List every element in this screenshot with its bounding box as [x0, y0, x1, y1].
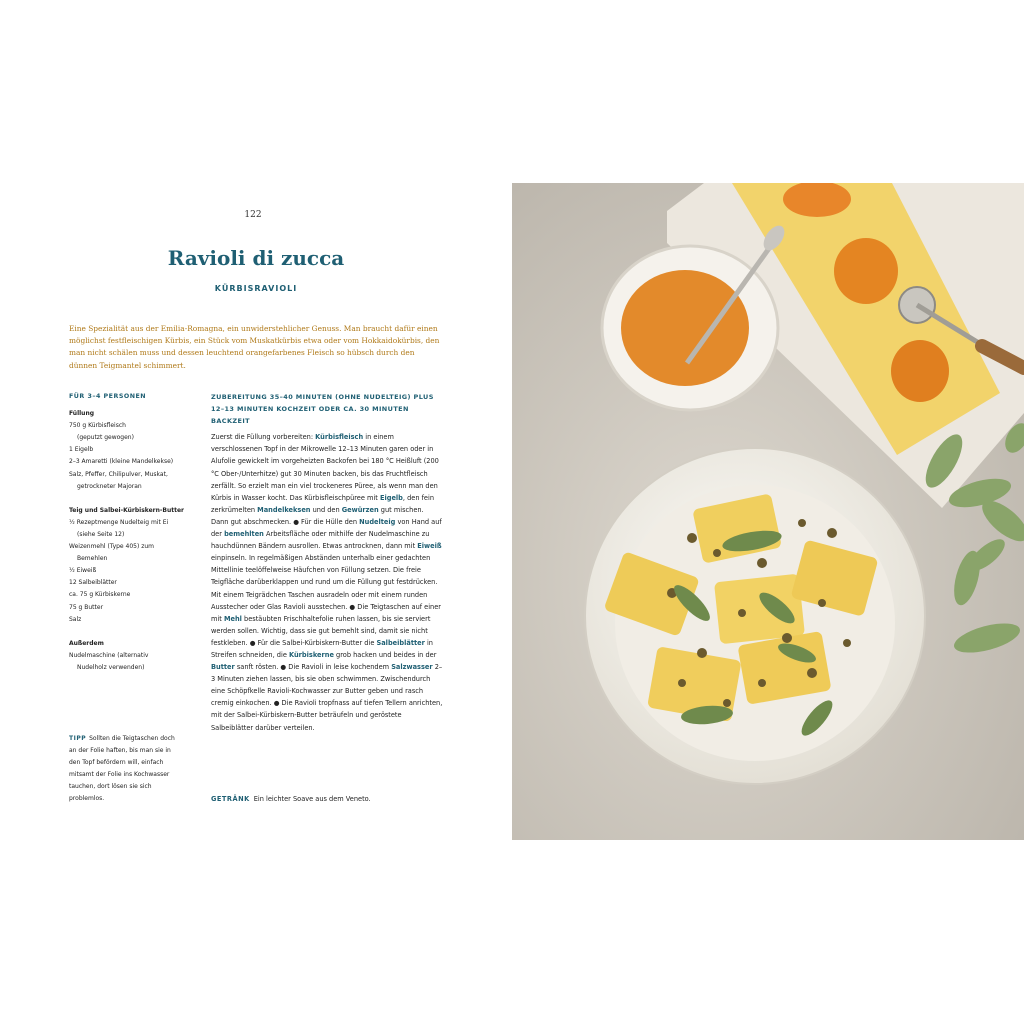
page-number: 122 [244, 210, 262, 220]
extra-heading: Außerdem [69, 639, 104, 647]
ingredient-line: 750 g Kürbisfleisch [69, 422, 126, 430]
method-segment: grob hacken und beides in der [333, 650, 437, 659]
method-keyword: Kürbiskerne [288, 650, 334, 659]
method-segment: sanft rösten. ● Die Ravioli in leise kochendem [234, 663, 392, 672]
recipe-intro: Eine Spezialität aus der Emilia-Romagna, ein unwiderstehlicher Genuss. Man braucht dafür einen möglichst festfleischigen Kürbis, ein Stück vom Muskatkürbis etwa oder vom Hokkaidokürbis, den man nicht schälen muss und dessen leuchtend orangefarbenes Fleisch so hübsch durch den dünnen Teigmantel schimmert. [69, 324, 440, 370]
filling-list [69, 420, 185, 493]
ingredient-line: ½ Eiweiß [69, 567, 97, 575]
tip-box [69, 733, 179, 806]
method-keyword: Mandelkeksen [257, 505, 311, 514]
method-segment: und den [310, 505, 342, 514]
method-segment: 2–3 Minuten ziehen lassen, bis sie oben schwimmen. Zwischendurch eine Schöpfkelle Ravioli-Kochwasser zur Butter geben und rasch cremig einkochen. ● Die Ravioli tropfnass auf tiefen Tellern anrichten, mit der Salbei-Kürbiskern-Butter beträufeln und geröstete Salbeiblätter darüber verteilen. [211, 663, 443, 732]
extra-list [69, 650, 185, 674]
method-keyword: Kürbisfleisch [315, 433, 364, 442]
ingredient-line: Salz, Pfeffer, Chilipulver, Muskat, [69, 470, 168, 478]
ingredient-line: Salz [69, 615, 82, 623]
recipe-subtitle: KÜRBISRAVIOLI [214, 284, 298, 293]
ingredient-line: (siehe Seite 12) [77, 530, 125, 538]
ravioli-photo [512, 183, 1024, 840]
method-keyword: Butter [211, 663, 235, 672]
dough-heading: Teig und Salbei-Kürbiskern-Butter [69, 506, 184, 514]
ingredient-line: Nudelholz verwenden) [77, 663, 145, 671]
drink-label: GETRÄNK [211, 795, 250, 803]
method-segment: einpinseln. In regelmäßigen Abständen unterhalb einer gedachten Mittellinie teelöffelweise Häufchen von Füllung setzen. Die freie Teigfläche darüberklappen und rund um die Füllung gut festdrücken. Mit einem Teigrädchen Taschen ausradeln oder mit einem runden Ausstecher oder Glas Ravioli ausstechen. ● Die Teigtaschen auf einer mit [211, 554, 441, 623]
method-keyword: Eiweiß [417, 542, 442, 551]
method-keyword: Salzwasser [391, 663, 433, 672]
method-text [211, 431, 443, 733]
ingredient-line: 1 Eigelb [69, 446, 94, 454]
filling-heading: Füllung [69, 410, 95, 418]
ingredient-line: 75 g Butter [69, 603, 104, 611]
method-segment: Arbeitsfläche oder mithilfe der Nudelmaschine zu hauchdünnen Bändern ausrollen. Etwas antrocknen, dann mit [211, 530, 430, 551]
ingredient-line: ½ Rezeptmenge Nudelteig mit Ei [69, 518, 169, 526]
method-segment: von Hand auf der [211, 517, 442, 539]
method-segment: in Streifen schneiden, die [211, 638, 433, 659]
ingredient-line: 12 Salbeiblätter [69, 579, 117, 587]
ingredient-line: Nudelmaschine (alternativ [69, 651, 149, 659]
method-keyword: bemehlten [224, 530, 264, 539]
ingredient-line: 2–3 Amaretti (kleine Mandelkekse) [69, 458, 174, 466]
method-keyword: Mehl [223, 614, 242, 623]
timing-heading: ZUBEREITUNG 35–40 MINUTEN (OHNE NUDELTEIG) PLUS 12–13 MINUTEN KOCHZEIT ODER CA. 30 MINUTEN BACKZEIT [211, 393, 434, 426]
method-segment: in einem verschlossenen Topf in der Mikrowelle 12–13 Minuten garen oder in Alufolie gewickelt im vorgeheizten Backofen bei 180 °C Heißluft (200 °C Ober-/Unterhitze) gut 30 Minuten backen, bis das Fruchtfleisch zerfällt. So erzielt man ein viel trockeneres Püree, als wenn man den Kürbis in Wasser kocht. Das Kürbisfleischpüree mit [211, 433, 439, 502]
method-segment: , den fein zerkrümelten [211, 493, 435, 514]
recipe-title: Ravioli di zucca [167, 246, 345, 270]
ingredient-line: Weizenmehl (Type 405) zum [69, 543, 155, 551]
ravioli-plate [585, 448, 925, 784]
method-segment: gut mischen. Dann gut abschmecken. ● Für die Hülle den [211, 505, 424, 526]
ingredient-line: (geputzt gewogen) [77, 434, 134, 442]
servings-heading: FÜR 3–4 PERSONEN [69, 393, 147, 400]
method-keyword: Nudelteig [359, 517, 396, 526]
method-keyword: Eigelb [379, 493, 403, 502]
ingredient-line: Bemehlen [77, 555, 108, 563]
tip-label: TIPP [69, 735, 87, 742]
method-column [211, 391, 443, 734]
drink-note [211, 795, 443, 803]
ingredient-line: getrockneter Majoran [77, 482, 142, 490]
ingredient-line: ca. 75 g Kürbiskerne [69, 591, 131, 599]
tip-text: Sollten die Teigtaschen doch an der Folie haften, bis man sie in den Topf befördern will, einfach mitsamt der Folie ins Kochwasser tauchen, dort lösen sie sich problemlos. [69, 735, 175, 803]
method-keyword: Gewürzen [341, 505, 379, 514]
method-keyword: Salbeiblätter [376, 638, 425, 647]
method-segment: bestäubten Frischhaltefolie ruhen lassen, bis sie serviert werden sollen. Wichtig, dass sie gut bemehlt sind, damit sie nicht festkleben. ● Für die Salbei-Kürbiskern-Butter die [211, 614, 431, 647]
dough-list [69, 517, 185, 626]
drink-text: Ein leichter Soave aus dem Veneto. [253, 795, 371, 803]
ingredients-column [69, 391, 185, 674]
method-segment: Zuerst die Füllung vorbereiten: [211, 433, 316, 442]
